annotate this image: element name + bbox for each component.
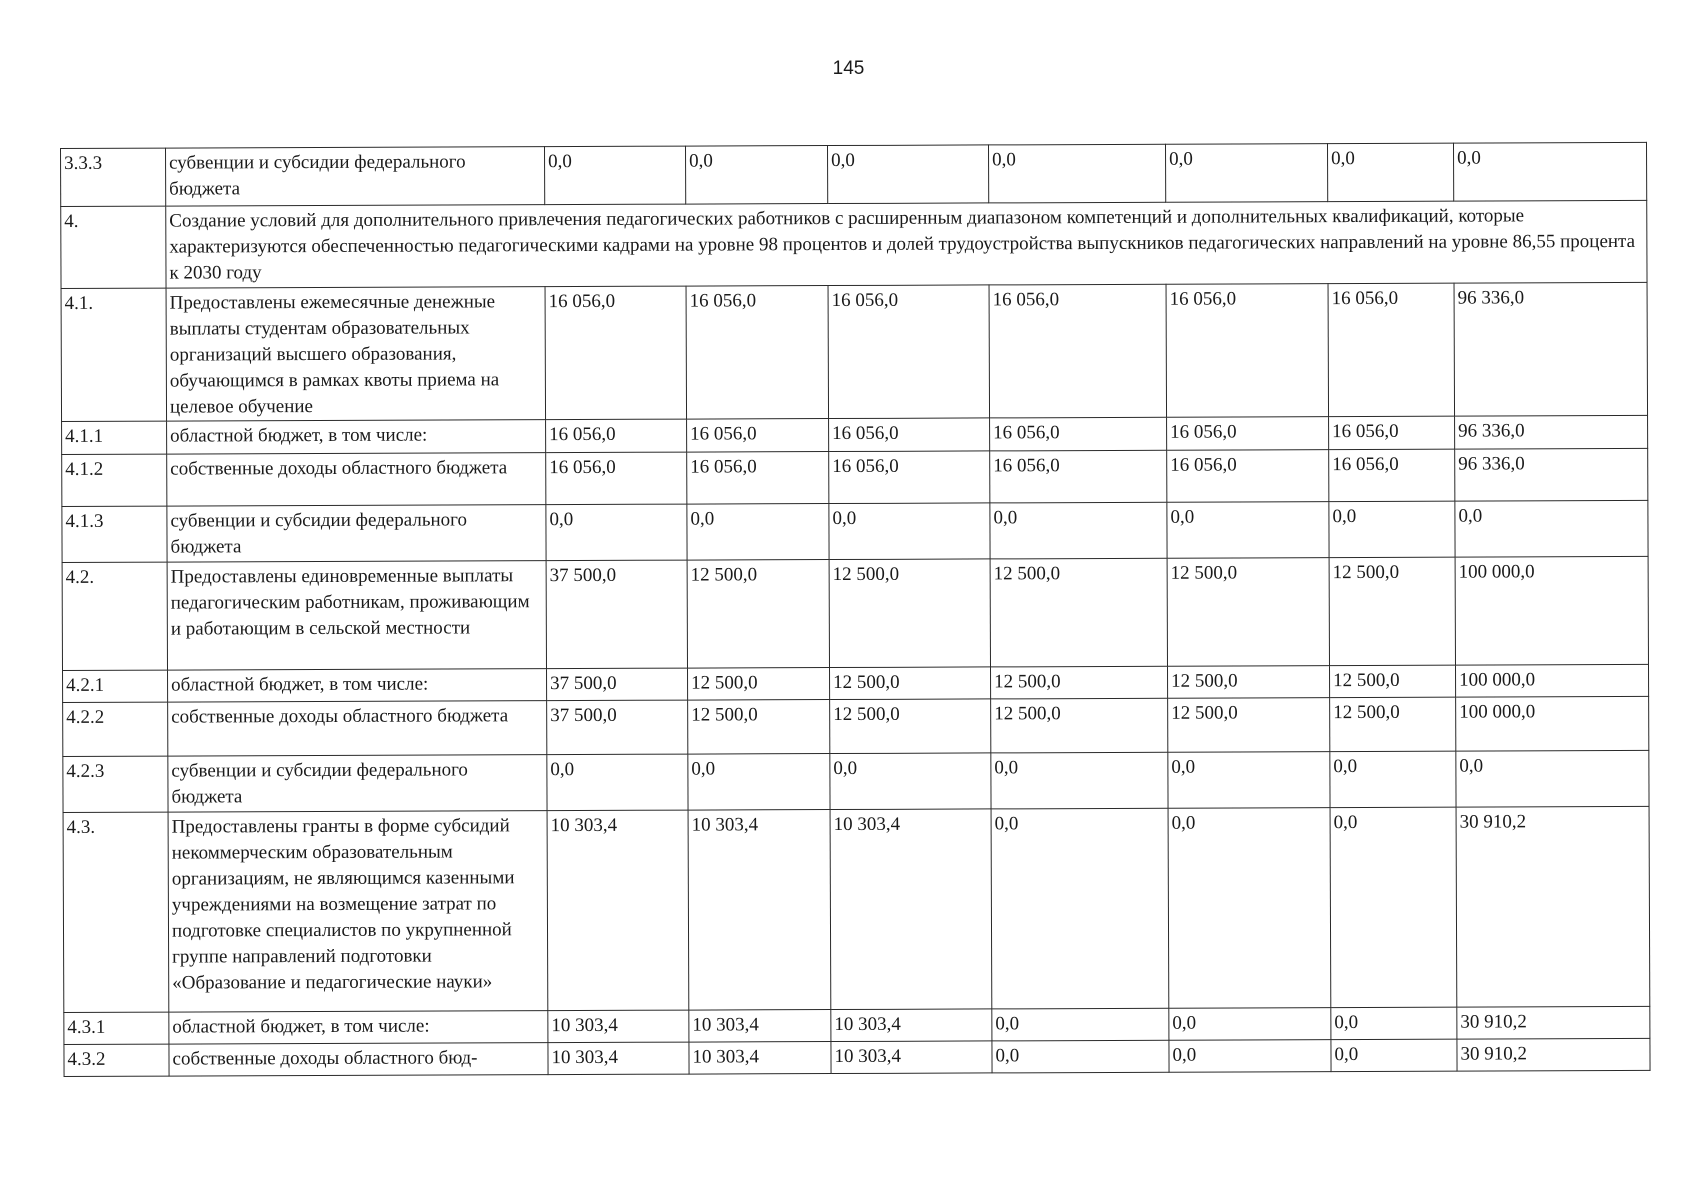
row-year-value: 37 500,0 — [547, 668, 688, 701]
row-total-value: 0,0 — [1453, 142, 1646, 201]
row-year-value: 16 056,0 — [1167, 450, 1329, 503]
row-year-value: 0,0 — [547, 754, 688, 811]
row-code: 4.1.1 — [62, 421, 167, 454]
row-year-value: 12 500,0 — [990, 558, 1167, 667]
row-year-value: 16 056,0 — [1167, 417, 1329, 451]
row-year-value: 0,0 — [991, 808, 1169, 1009]
row-code: 4.1.2 — [62, 454, 167, 506]
row-year-value: 0,0 — [992, 1040, 1169, 1073]
row-label: Предоставлены единовременные выплаты педагогическим работникам, проживающим и работающим в сельской местности — [167, 561, 546, 670]
row-code: 4.3.1 — [64, 1012, 169, 1044]
row-label: областной бюджет, в том числе: — [169, 1011, 548, 1044]
row-year-value: 0,0 — [1168, 808, 1331, 1009]
row-code: 4.1.3 — [62, 506, 167, 562]
row-label: Предоставлены гранты в форме субсидий некоммерческим образовательным организациям, не являющимся казенными учреждениями на возмещение затрат по подготовке специалистов по укрупненной группе направлений подготовки «Образование и педагогические науки» — [168, 811, 548, 1012]
row-year-value: 0,0 — [988, 144, 1165, 203]
table-row — [63, 696, 1649, 756]
row-year-value: 0,0 — [827, 145, 988, 204]
row-total-value: 0,0 — [1455, 500, 1648, 557]
row-year-value: 16 056,0 — [990, 450, 1167, 503]
row-year-value: 12 500,0 — [830, 667, 991, 700]
table-row — [63, 806, 1650, 1012]
row-year-value: 12 500,0 — [1329, 665, 1455, 697]
row-year-value: 16 056,0 — [828, 285, 990, 419]
table-row — [61, 282, 1647, 421]
row-code: 4.1. — [61, 288, 167, 421]
row-code: 4.2.2 — [63, 702, 168, 756]
row-year-value: 0,0 — [685, 146, 827, 205]
row-year-value: 0,0 — [1168, 752, 1330, 809]
row-year-value: 12 500,0 — [829, 559, 990, 668]
row-label: собственные доходы областного бюджета — [168, 701, 547, 756]
row-year-value: 0,0 — [1167, 502, 1329, 559]
row-year-value: 37 500,0 — [546, 560, 687, 669]
row-total-value: 96 336,0 — [1455, 448, 1648, 501]
row-year-value: 16 056,0 — [686, 286, 829, 420]
row-total-value: 100 000,0 — [1456, 696, 1649, 751]
row-year-value: 12 500,0 — [991, 698, 1168, 753]
row-total-value: 0,0 — [1456, 750, 1649, 807]
row-year-value: 0,0 — [544, 146, 685, 205]
row-code: 4. — [61, 206, 166, 288]
row-year-value: 0,0 — [1165, 144, 1327, 203]
row-year-value: 12 500,0 — [1329, 557, 1455, 665]
row-year-value: 10 303,4 — [548, 1042, 689, 1075]
row-label: областной бюджет, в том числе: — [168, 669, 547, 702]
row-code: 4.3.2 — [64, 1044, 169, 1076]
row-year-value: 10 303,4 — [688, 810, 831, 1011]
row-year-value: 0,0 — [1169, 1008, 1331, 1041]
row-year-value: 16 056,0 — [546, 452, 687, 505]
row-year-value: 12 500,0 — [830, 699, 991, 754]
row-year-value: 0,0 — [687, 504, 829, 561]
row-total-value: 30 910,2 — [1457, 1038, 1650, 1071]
row-year-value: 16 056,0 — [990, 417, 1167, 451]
row-year-value: 0,0 — [992, 1008, 1169, 1041]
row-year-value: 12 500,0 — [1330, 697, 1456, 751]
table-row — [62, 500, 1648, 562]
row-year-value: 16 056,0 — [829, 418, 990, 452]
row-label: субвенции и субсидии федерального бюджета — [167, 505, 546, 562]
table-body — [61, 142, 1651, 1076]
row-total-value: 96 336,0 — [1455, 415, 1648, 449]
row-year-value: 0,0 — [830, 753, 991, 810]
row-year-value: 16 056,0 — [687, 419, 829, 453]
goal-text: Создание условий для дополнительного привлечения педагогических работников с расширенным диапазоном компетенций и дополнительных квалификаций, которые характеризуются обеспеченностью педагогическими кадрами на уровне 98 процентов и долей трудоустройства выпускников педагогических направлений на уровне 86,55 процента к 2030 году — [166, 200, 1647, 288]
row-year-value: 0,0 — [1327, 143, 1453, 201]
row-year-value: 16 056,0 — [1166, 284, 1329, 418]
row-year-value: 12 500,0 — [990, 666, 1167, 699]
row-label: Предоставлены ежемесячные денежные выплаты студентам образовательных организаций высшего образования, обучающимся в рамках квоты приема на целевое обучение — [166, 287, 546, 421]
row-year-value: 0,0 — [1331, 1039, 1457, 1071]
row-code: 4.2.1 — [63, 670, 168, 702]
table-row — [61, 142, 1647, 206]
table-row — [62, 556, 1648, 670]
row-year-value: 12 500,0 — [1168, 698, 1330, 753]
row-year-value: 16 056,0 — [1329, 449, 1455, 501]
table-row — [63, 750, 1649, 812]
row-year-value: 12 500,0 — [1167, 666, 1329, 699]
row-year-value: 0,0 — [1330, 751, 1456, 807]
row-year-value: 16 056,0 — [1328, 283, 1455, 416]
row-code: 4.3. — [63, 812, 169, 1012]
row-year-value: 10 303,4 — [548, 1010, 689, 1043]
row-label: субвенции и субсидии федерального бюджета — [166, 147, 545, 206]
row-year-value: 0,0 — [1329, 501, 1455, 557]
row-year-value: 0,0 — [1331, 1007, 1457, 1039]
row-year-value: 16 056,0 — [687, 452, 829, 505]
row-year-value: 0,0 — [688, 754, 830, 811]
row-total-value: 30 910,2 — [1456, 806, 1650, 1007]
row-year-value: 10 303,4 — [689, 1042, 831, 1075]
row-year-value: 16 056,0 — [829, 451, 990, 504]
row-code: 3.3.3 — [61, 148, 166, 206]
table-row — [64, 1038, 1650, 1076]
row-year-value: 0,0 — [546, 504, 687, 561]
goal-row — [61, 200, 1647, 288]
row-code: 4.2.3 — [63, 756, 168, 812]
row-year-value: 16 056,0 — [545, 286, 687, 420]
row-year-value: 16 056,0 — [1329, 416, 1455, 449]
row-year-value: 0,0 — [991, 752, 1168, 809]
row-year-value: 0,0 — [1169, 1040, 1331, 1073]
row-year-value: 16 056,0 — [989, 284, 1167, 418]
row-total-value: 100 000,0 — [1455, 556, 1648, 665]
row-year-value: 10 303,4 — [831, 1041, 992, 1074]
row-total-value: 96 336,0 — [1454, 282, 1648, 416]
row-label: областной бюджет, в том числе: — [167, 420, 546, 454]
row-year-value: 16 056,0 — [546, 419, 687, 453]
row-label: собственные доходы областного бюджета — [167, 453, 546, 506]
row-label: собственные доходы областного бюд- — [169, 1043, 548, 1076]
row-total-value: 100 000,0 — [1455, 664, 1648, 697]
row-year-value: 10 303,4 — [830, 809, 992, 1010]
row-year-value: 37 500,0 — [547, 700, 688, 755]
row-year-value: 12 500,0 — [688, 700, 830, 755]
row-code: 4.2. — [62, 562, 167, 670]
row-year-value: 12 500,0 — [1167, 558, 1329, 667]
row-year-value: 10 303,4 — [547, 810, 689, 1011]
page-number: 145 — [832, 58, 865, 79]
row-label: субвенции и субсидии федерального бюджета — [168, 755, 547, 812]
row-year-value: 10 303,4 — [831, 1009, 992, 1042]
row-year-value: 12 500,0 — [688, 668, 830, 701]
row-year-value: 0,0 — [1330, 807, 1457, 1007]
budget-table — [60, 142, 1651, 1077]
row-year-value: 0,0 — [990, 502, 1167, 559]
row-year-value: 10 303,4 — [689, 1010, 831, 1043]
row-year-value: 0,0 — [829, 503, 990, 560]
row-total-value: 30 910,2 — [1457, 1006, 1650, 1039]
table-row — [62, 448, 1648, 506]
row-year-value: 12 500,0 — [687, 560, 829, 669]
